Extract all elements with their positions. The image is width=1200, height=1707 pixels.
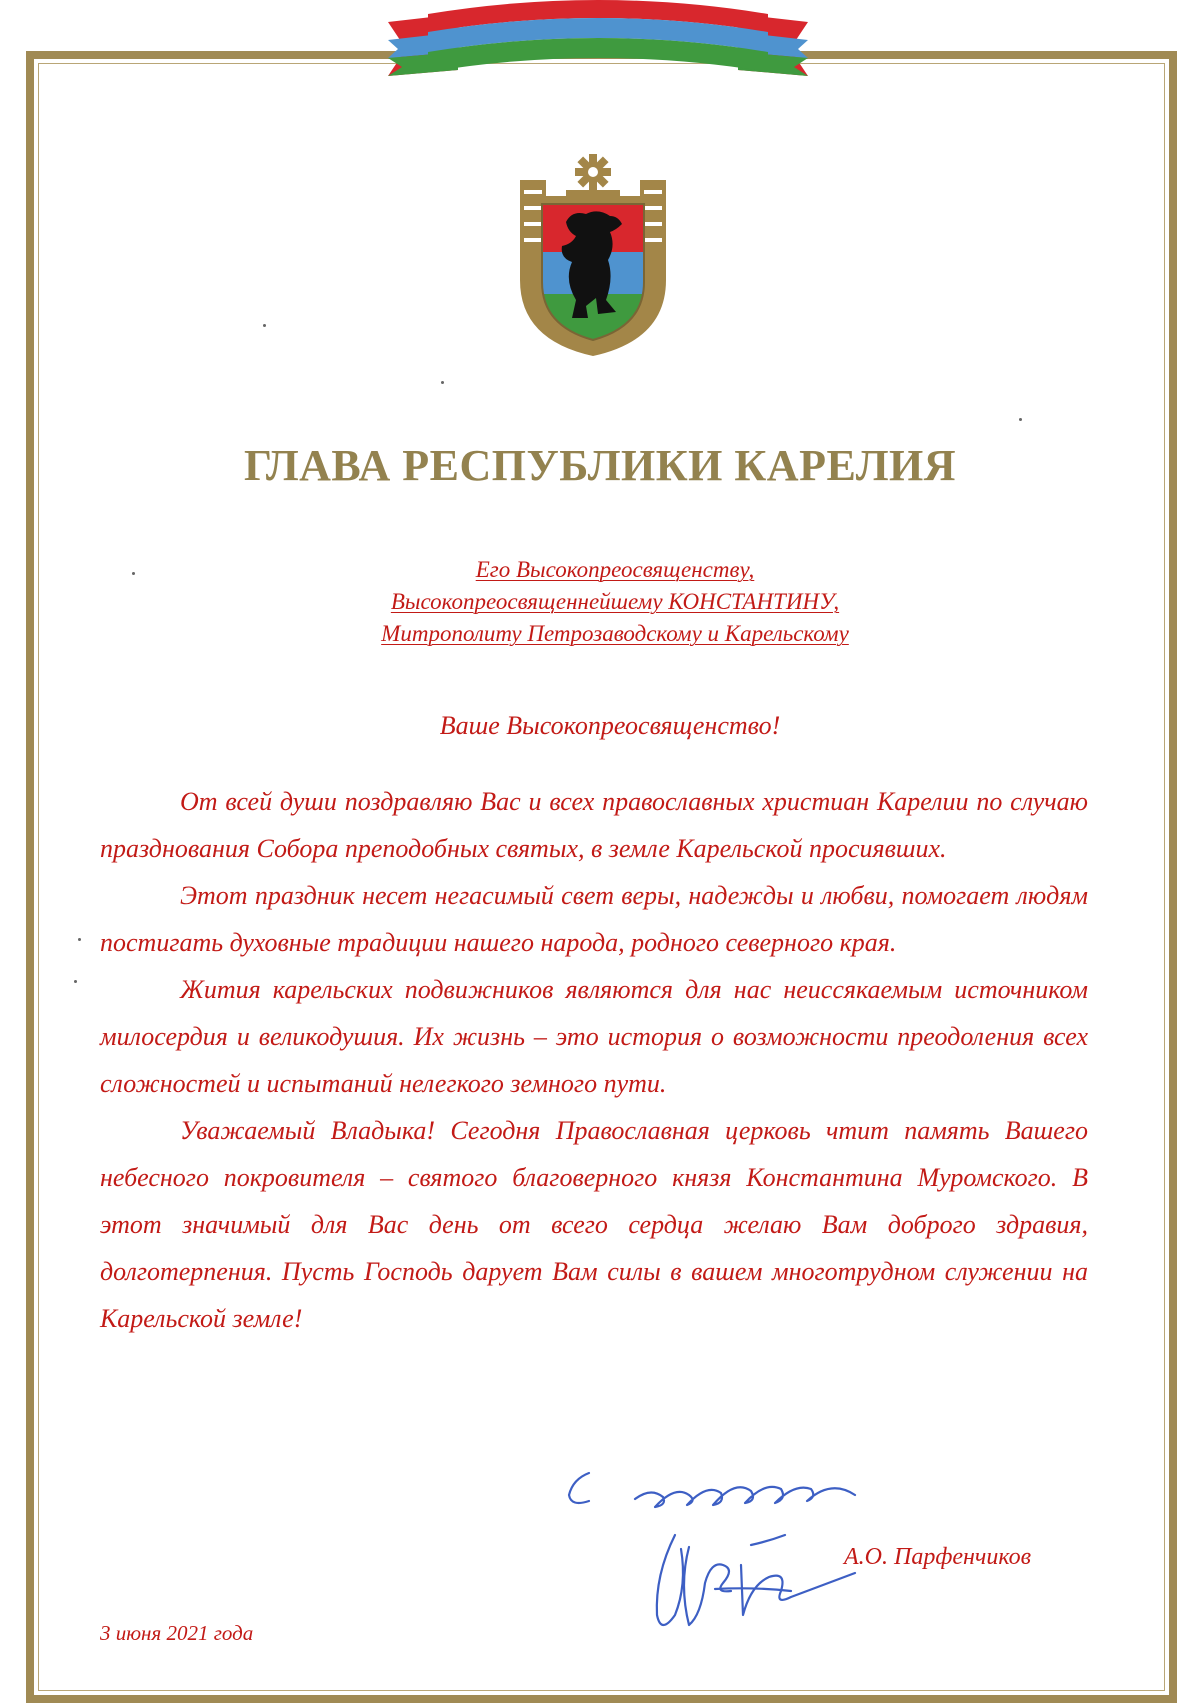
- flag-ribbon-icon: [388, 0, 808, 90]
- addressee-line-2: Высокопреосвященнейшему КОНСТАНТИНУ,: [390, 589, 840, 614]
- scan-speck: [132, 572, 135, 575]
- paragraph: Этот праздник несет негасимый свет веры, надежды и любви, помогает людям постигать духовные традиции нашего народа, родного северного края.: [100, 881, 1088, 957]
- letter-body: [100, 778, 1088, 1342]
- scan-speck: [1019, 418, 1022, 421]
- coat-of-arms-icon: [514, 150, 672, 360]
- scan-speck: [263, 324, 266, 327]
- paragraph: Жития карельских подвижников являются для нас неиссякаемым источником милосердия и великодушия. Их жизнь – это история о возможности преодоления всех сложностей и испытаний нелегкого земного пути.: [100, 975, 1088, 1098]
- greeting: Ваше Высокопреосвященство!: [439, 711, 781, 740]
- paragraph: От всей души поздравляю Вас и всех православных христиан Карелии по случаю празднования Собора преподобных святых, в земле Карельской просиявших.: [100, 787, 1088, 863]
- addressee-line-3: Митрополиту Петрозаводскому и Карельскому: [381, 621, 849, 646]
- signatory-name: А.О. Парфенчиков: [844, 1544, 1032, 1570]
- paragraph: Уважаемый Владыка! Сегодня Православная церковь чтит память Вашего небесного покровителя – святого благоверного князя Константина Муромского. В этот значимый для Вас день от всего сердца желаю Вам доброго здравия, долготерпения. Пусть Господь дарует Вам силы в вашем многотрудном служении на Карельской земле!: [100, 1116, 1088, 1333]
- document-title: ГЛАВА РЕСПУБЛИКИ КАРЕЛИЯ: [243, 441, 957, 490]
- addressee-block: [0, 554, 1200, 650]
- scan-speck: [74, 980, 77, 983]
- addressee-line-1: Его Высокопреосвященству,: [475, 557, 755, 582]
- letter-date: 3 июня 2021 года: [100, 1621, 254, 1645]
- scan-speck: [441, 381, 444, 384]
- scan-speck: [78, 938, 81, 941]
